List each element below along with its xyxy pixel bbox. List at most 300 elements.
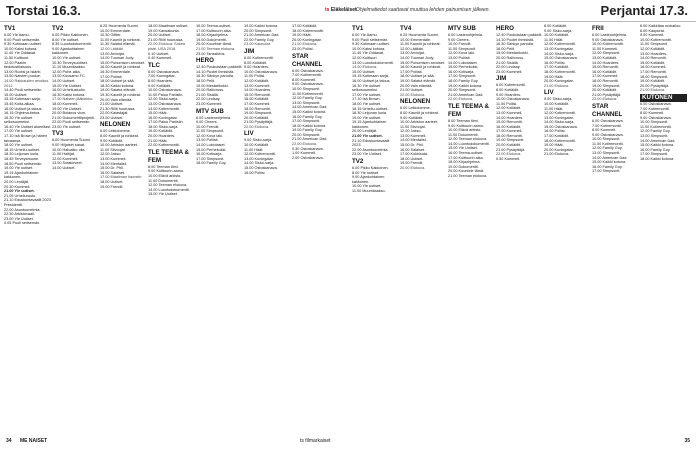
program-entry: 7.00 Kotiremontti.	[640, 106, 670, 111]
program-entry: 13.00 Simpsonit.	[592, 151, 621, 156]
program-entry: 20.00 Kuningatar.	[544, 79, 574, 84]
program-entry: 13.00 Ostoskanava.	[148, 101, 182, 106]
program-entry: 12.00 Simpsonit.	[592, 51, 621, 56]
program-entry: 6.00 Kotiremontti.	[496, 83, 526, 88]
program-entry: 20.00 Kotiäidit.	[592, 88, 618, 93]
program-entry: 18.45 Terveyshuone.	[4, 157, 40, 162]
program-entry: 21.00 Yle uutiset.	[352, 134, 383, 139]
program-entry: 13.00 Ruotsi ja Islanti.	[4, 69, 42, 74]
program-entry: 6.00 Lastenohjelmia.	[592, 33, 628, 37]
program-entry: 15.00 Yle Uutiset.	[52, 83, 82, 88]
program-entry: 12.00 Kummeli.	[52, 156, 79, 161]
program-entry: 10.00 Kaksi kotona.	[4, 46, 38, 51]
program-entry: 12.00 Kotiremontti.	[544, 42, 576, 47]
program-entry: 8.00 Hoarders.	[148, 78, 174, 83]
program-entry: 20.00 Kuuntele tämä.	[448, 169, 485, 174]
page-footer	[0, 437, 696, 449]
program-entry: 11.50 Kulttuuri.	[4, 55, 30, 60]
program-entry: 9.00 Ajankohtainen kakkonen.	[52, 46, 85, 56]
program-entry: 13.00 Kummeli.	[400, 133, 427, 138]
program-entry: 17.00 Paluu Pariisiin.	[148, 120, 184, 125]
program-entry: 12.00 Kova laki.	[196, 133, 224, 138]
program-entry: 21.00 Pysäyttäjä.	[244, 120, 274, 125]
program-entry: 12.00 Kotiremontti.	[244, 152, 276, 157]
program-entry: 19.00 Salatut elämät.	[400, 78, 436, 83]
channel-heading: TV3	[52, 130, 64, 138]
program-entry: 10.00 Ostoskanava.	[496, 97, 530, 102]
program-entry: 16.00 Kotiäidit.	[592, 69, 618, 74]
program-entry: 21.00 Yle uutiset.	[4, 189, 35, 194]
program-entry: 10.00 Frendit.	[196, 124, 220, 129]
program-entry: 13.00 Kuningatar.	[544, 46, 574, 51]
program-entry: 16.30 Yle uutiset selkosuomeksi.	[352, 83, 381, 93]
program-entry: 11.40 Yle Oddasat.	[352, 51, 385, 56]
program-entry: 21.00 Elokuva.	[544, 83, 570, 88]
program-entry: 11.00 Kummeli.	[592, 46, 619, 51]
page-number-right: 35	[684, 438, 690, 444]
program-entry: 11.00 Haltijat.	[52, 152, 75, 157]
program-entry: 10.00 Arkiston aarteet.	[100, 143, 138, 148]
channel-heading: TV2	[52, 25, 64, 32]
program-entry: 15.00 Remontti.	[244, 92, 271, 97]
program-entry: 21.00 Elokuva.	[544, 152, 570, 157]
program-entry: 18.00 Pelit.	[496, 46, 515, 51]
program-entry: 17.00 Simpsonit.	[448, 74, 477, 79]
program-entry: 19.00 Kotiäidit.	[148, 129, 174, 134]
program-entry: 20.00 Rallicross.	[196, 88, 225, 93]
program-entry: 20.00 Simpsonit.	[448, 88, 477, 93]
program-entry: 16.00 Family Guy.	[292, 114, 323, 119]
program-entry: 15.45 Kulta-aikaa.	[4, 101, 35, 106]
program-entry: 17.00 Poliisit.	[100, 74, 123, 79]
program-entry: 11.00 Häät.	[544, 37, 564, 42]
program-entry: 18.00 Kotiremontti.	[544, 69, 576, 74]
program-entry: 16.00 Family Guy.	[592, 164, 623, 169]
program-entry: 15.00 Puhumisen arvoiset.	[100, 60, 145, 65]
program-entry: 21.00 Pysäyttäjä.	[592, 92, 622, 97]
program-entry: 6.00 Leikiolomme.	[400, 106, 431, 111]
program-entry: 12.00 Kova laki.	[448, 51, 476, 56]
program-entry: 12.00 Family Guy.	[592, 146, 623, 151]
program-entry: 14.00 American Dad.	[592, 155, 628, 160]
program-entry: 10.00 Simpsonit.	[292, 86, 321, 91]
program-entry: 2.00 Ostoskanava.	[292, 155, 324, 160]
program-entry: 11.00 Dokumentti.	[448, 132, 479, 137]
program-entry: 16.30 Yle uutiset selkosuomeksi.	[4, 115, 33, 125]
channel-heading: HERO	[196, 57, 214, 65]
program-entry: 12.40 Poukuistaan pakkelit.	[196, 65, 243, 70]
program-entry: 20.00 Lentäjät.	[4, 180, 30, 184]
program-entry: 18.30 Kaikki kotona.	[100, 83, 135, 88]
program-entry: 16.30 Emmerdale.	[100, 69, 132, 74]
program-entry: 9.00 Hoarders.	[496, 92, 522, 97]
program-entry: 19.15 Ajankohtainen kakkonen.	[4, 170, 39, 180]
channel-heading: KUTONEN	[640, 94, 687, 102]
program-entry: 22.00 Elokuva.	[400, 92, 426, 97]
program-entry: 23.00 Uutiset.	[100, 115, 124, 120]
program-entry: 14.10 Puolet ihmisistä.	[196, 69, 235, 74]
program-entry: 9.00 Ostoskanava.	[592, 132, 624, 137]
channel-heading: MTV SUB	[196, 107, 224, 115]
program-entry: 17.00 Maailman kaunein.	[100, 175, 143, 180]
program-entry: 14.00 Hoarders.	[244, 88, 272, 93]
program-entry: 19.00 Dokumentti.	[196, 37, 227, 42]
program-entry: 8.00 Yle uutiset.	[52, 37, 80, 42]
program-entry: 13.50 Naisten puolue.	[4, 74, 41, 79]
program-entry: 8.00 Kotiäidit.	[244, 60, 268, 65]
schedule-column	[448, 24, 495, 432]
program-entry: 21.00 Elokuva.	[292, 42, 318, 47]
schedule-disclaimer: Ohjelmatiedot saattavat muuttua lehden painumisen jälkeen.	[356, 7, 490, 13]
program-entry: 13.00 Luontodokumentti.	[352, 60, 394, 65]
program-entry: 9.00 Ostoskanava.	[640, 115, 672, 120]
program-entry: 12.40 Poukuistaan pakkelit.	[496, 33, 543, 37]
program-entry: 9.00 Sisko-sarja.	[544, 97, 573, 102]
program-entry: 0.40 Kummeli.	[148, 56, 173, 61]
program-entry: 12.00 Teeman elokuva.	[448, 137, 488, 142]
program-entry: 9.00 Ostoskanava.	[292, 82, 324, 87]
program-entry: 11.10 Muumilaakso.	[52, 65, 86, 70]
program-entry: 17.00 Kotiäidit.	[292, 24, 318, 28]
program-entry: 22.00 Lindsay.	[496, 65, 521, 70]
program-entry: 13.00 Poliisit.	[448, 55, 471, 60]
program-entry: 9.00 Kummeli.	[640, 33, 665, 38]
program-entry: 17.10 Isä Brown ja hänen taivaansa.	[4, 134, 48, 143]
program-entry: 11.40 Yle Oddasat.	[4, 51, 37, 56]
channel-heading: TV4	[400, 25, 412, 32]
program-entry: 6.00 Pikku Kakkonen.	[352, 166, 389, 171]
program-entry: 9.30 Kotimaan uutiset.	[4, 42, 42, 47]
program-entry: 10.00 Kotiäidit.	[544, 33, 570, 38]
program-entry: 21.00 Pysäyttäjä.	[496, 147, 526, 152]
program-entry: 19.15 Ajankohtainen kakkonen.	[352, 120, 387, 129]
program-entry: 18.00 Remontti.	[592, 78, 619, 83]
program-entry: 18.00 Uutiset ja sää.	[400, 74, 435, 79]
program-entry: 11.00 Dokumentti.	[148, 178, 179, 183]
program-entry: 14.00 Luontodokumentti.	[148, 187, 190, 192]
channel-heading: MTV SUB	[448, 25, 476, 32]
channel-heading: JIM	[244, 47, 255, 55]
program-entry: 13.00 Kummeli.	[100, 157, 127, 162]
program-entry: 10.00 Emmerdale.	[400, 37, 432, 42]
program-entry: 9.00 Ostoskanava.	[592, 37, 624, 42]
program-entry: 14.00 Tuomari Judy.	[100, 56, 135, 61]
program-entry: 9.00 Kulttuurin aamu.	[448, 123, 485, 128]
channel-heading: TV1	[4, 25, 16, 32]
program-entry: 17.00 Simpsonit.	[196, 156, 225, 161]
program-entry: 11.00 Simpsonit.	[448, 46, 476, 51]
program-entry: 18.00 Kaikki kotona.	[640, 157, 675, 162]
program-entry: 21.00 Uutiset.	[400, 88, 424, 93]
program-entry: 20.00 Elokuva.	[400, 166, 426, 171]
program-entry: 19.30 Kauniit ja rohkeat.	[100, 92, 141, 97]
program-entry: 8.00 Kauniit ja rohkeat.	[100, 134, 139, 139]
program-entry: 6.00 Yle Aamu.	[4, 33, 30, 37]
program-entry: 18.00 Family Guy.	[196, 161, 227, 166]
program-entry: 20.00 Hoarders.	[148, 134, 176, 139]
program-entry: 19.00 Häät.	[544, 74, 564, 79]
program-entry: 18.00 Maailman uutiset.	[148, 24, 189, 28]
schedule-column	[100, 24, 147, 432]
program-entry: 8.00 Kummeli.	[640, 111, 665, 116]
program-entry: 15.00 Kaikki kotona.	[292, 109, 327, 114]
channel-heading: HERO	[496, 25, 514, 32]
program-entry: 18.00 Kotiremontti.	[292, 28, 324, 33]
program-entry: 20.00 Vain elämää.	[100, 97, 133, 102]
program-entry: 19.00 Kansakunta.	[148, 28, 180, 33]
program-entry: 13.00 Kummeli.	[496, 110, 523, 115]
program-entry: 15.00 Ostoskanava.	[544, 56, 578, 61]
program-entry: 16.00 Teema-uutiset.	[196, 24, 232, 28]
program-entry: 0.30 Kummeli.	[496, 156, 521, 161]
program-entry: 12.00 Jakso.	[100, 152, 122, 157]
program-entry: 20.00 Kotiäidit.	[244, 115, 270, 120]
program-entry: 11.00 Paluu Pariisiin.	[148, 92, 184, 97]
channel-heading: STAR CHANNEL	[592, 102, 623, 118]
program-entry: 9.30 Kotimaan uutiset.	[352, 42, 390, 47]
program-entry: 23.00 Kaunotar.	[244, 42, 271, 47]
program-entry: 10.00 Ostoskanava.	[244, 69, 278, 74]
program-entry: 22.00 Kalastajat.	[100, 111, 129, 116]
program-entry: 9.00 Sisko-sarja.	[244, 138, 273, 143]
program-entry: 20.00 Vain elämää.	[400, 83, 433, 88]
program-entry: 17.00 Yle uutiset.	[4, 129, 34, 134]
program-entry: 15.00 Kaikki kotona.	[640, 143, 675, 148]
program-entry: 16.30 Sänkyn parodia.	[496, 42, 534, 47]
program-entry: 11.00 Simpsonit.	[196, 129, 224, 134]
program-entry: 19.00 Salatut elämät.	[100, 88, 136, 93]
program-entry: 10.00 Frendit.	[448, 42, 472, 47]
program-entry: 6.00 Lastenohjelmia.	[448, 33, 484, 37]
program-entry: 10.00 Kotiremontti.	[640, 37, 672, 42]
program-entry: 18.00 Yle uutiset.	[352, 101, 382, 106]
program-entry: 11.00 Poliisi.	[496, 101, 518, 106]
magazine-tag	[325, 7, 357, 13]
program-entry: 23.00 Yle Uutiset.	[352, 152, 382, 157]
program-entry: 17.00 Kotiäidit.	[544, 65, 570, 70]
program-entry: 15.15 Kotimaan sarja.	[352, 74, 389, 79]
program-entry: 9.00 Cheers.	[196, 120, 218, 125]
header-rule	[0, 21, 696, 22]
program-entry: 11.00 Siivoojat.	[100, 147, 126, 152]
program-entry: 21.00 Teeman elokuva.	[196, 46, 236, 51]
program-entry: 9.00 Sisko-sarja.	[544, 28, 573, 33]
program-entry: 16.00 Kuningatar.	[148, 115, 178, 120]
program-entry: 11.00 Siivoojat.	[400, 124, 426, 129]
program-entry: 8.00 Teeman tiimi.	[148, 164, 179, 169]
schedule-column	[4, 24, 51, 432]
magazine-tag-logo: ts	[325, 7, 330, 13]
program-entry: 17.00 Simpsonit.	[640, 152, 669, 157]
program-entry: 9.00 Kotiäidit.	[148, 83, 172, 88]
program-entry: 16.30 Kaksi kotona.	[52, 92, 86, 97]
program-entry: 15.00 Yle Uutiset.	[148, 192, 178, 197]
program-entry: 10.00 Arkiston aarteet.	[400, 120, 438, 125]
program-entry: 7.00 Kotiremontti.	[292, 73, 322, 78]
program-entry: 10.00 Simpsonit.	[640, 120, 669, 125]
program-entry: 6.25 Huomenta Suomi.	[400, 33, 439, 37]
program-entry: 16.00 Kotisarja.	[196, 152, 223, 157]
program-entry: 14.40 Puoli seitsemän.	[4, 88, 43, 93]
program-entry: 11.00 Poliisi.	[244, 74, 266, 79]
program-entry: 6.00 Ostoskanava.	[592, 118, 624, 123]
footer-center-text: ts filmarkaiset	[300, 438, 331, 444]
program-entry: 23.00 Yle uutiset.	[52, 124, 82, 129]
program-entry: 18.00 Kotiremontti.	[544, 138, 576, 143]
program-entry: 22.00 Lindsay.	[196, 97, 221, 102]
program-entry: 16.00 Family Guy.	[640, 147, 671, 152]
schedule-column	[292, 24, 339, 432]
program-entry: 14.00 Rakkauden arvoitus. 2012.	[4, 78, 50, 88]
program-entry: 20.00 Kuuntele tämä.	[196, 42, 233, 47]
program-entry: 10.00 Emmerdale.	[100, 28, 132, 33]
program-entry: 12.00 Sisko-sarja.	[148, 97, 179, 102]
program-entry: 22.00 Asuntounelmia.	[4, 207, 41, 212]
program-entry: 16.00 Kotisarja.	[448, 69, 475, 74]
program-entry: 14.00 Hoarders.	[496, 115, 524, 120]
program-entry: 19.00 Family Guy.	[292, 128, 323, 133]
program-entry: 12.00 Kotiäidit.	[640, 46, 666, 51]
program-entry: 16.30 Sänkyn parodia.	[196, 74, 234, 79]
program-entry: 13.00 Sotakirveet.	[52, 161, 83, 166]
program-entry: 15.00 Kotiäidit.	[640, 60, 666, 65]
program-entry: 19.00 Kotiäidit.	[640, 79, 666, 84]
program-entry: 23.00 Tanssiteos.	[196, 51, 226, 56]
program-entry: 6.00 Leikiolomme.	[100, 129, 131, 134]
program-entry: 11.00 Kotiremontti.	[292, 91, 324, 96]
program-entry: 17.00 Kulttuurin aika.	[196, 28, 232, 33]
program-entry: 18.00 Uutiset.	[100, 180, 124, 184]
channel-heading: JIM	[496, 75, 507, 83]
day-title-left: Torstai 16.3.	[6, 3, 81, 18]
program-entry: 13.00 Arvioijat.	[400, 51, 425, 56]
program-entry: 19.00 Mestarikokki.	[496, 51, 529, 56]
program-entry: 17.00 Kummeli.	[592, 74, 619, 79]
program-entry: 19.00 Häät.	[544, 143, 564, 148]
program-entry: 6.00 Ostoskanava.	[148, 69, 180, 74]
program-entry: 12.00 Lääkäri.	[400, 46, 425, 51]
program-entry: 9.00 Kulttuurin aamu.	[148, 169, 185, 174]
program-entry: 6.00 Yle Aamu.	[352, 33, 378, 37]
program-entry: 6.00 Ostoskanava.	[292, 68, 324, 73]
program-entry: 23.00 Kummeli.	[196, 101, 223, 106]
schedule-column	[148, 24, 195, 432]
program-entry: 11.00 Häät.	[544, 106, 564, 111]
program-entry: 11.30 Salatut elämät.	[100, 42, 136, 47]
program-entry: 19.00 Kaikki kotona.	[448, 83, 483, 88]
program-entry: 18.15 Urheilu-uutiset.	[4, 147, 41, 152]
program-entry: 15.00 Kaikki kotona.	[592, 160, 627, 165]
program-entry: 16.00 Poliisi.	[544, 129, 566, 134]
program-entry: 18.00 Remontti.	[244, 106, 271, 111]
program-entry: 20.00 Pysäyttäjä.	[640, 83, 670, 88]
program-entry: 16.00 Kotiäidit.	[244, 97, 270, 102]
channel-heading: LIV	[244, 130, 254, 138]
program-entry: 19.00 Kaikki kotona.	[244, 24, 279, 28]
program-entry: 22.00 Elokuva: Sokea piste. USA 2016.	[148, 42, 185, 51]
program-entry: 10.30 Glitter.	[100, 33, 122, 38]
program-entry: 18.00 Simpsonit.	[640, 74, 669, 79]
program-entry: 21.00 Rillit huurussa.	[148, 37, 184, 42]
program-entry: 6.00 Huomenta Suomi.	[52, 138, 91, 143]
program-entry: 13.00 Simpsonit.	[292, 100, 321, 105]
program-entry: 15.00 Uutiset.	[4, 92, 28, 97]
program-entry: 13.00 Simpsonit.	[640, 134, 669, 139]
day-title-right: Perjantai 17.3.	[600, 3, 688, 18]
program-entry: 19.00 Dokumentti.	[448, 164, 479, 169]
program-entry: 11.00 Simpsonit.	[640, 42, 668, 47]
program-entry: 6.00 Kaikkitaa ruokailoo.	[640, 24, 682, 28]
program-entry: 19.00 Simpsonit.	[592, 83, 621, 88]
program-entry: 17.00 Simpsonit.	[292, 119, 321, 124]
program-entry: 14.00 Kotiremontti.	[148, 106, 180, 111]
program-entry: 22.00 Family Guy.	[244, 37, 275, 42]
program-entry: 21.05 Urheiluruutu.	[4, 193, 37, 198]
program-entry: 8.00 Kauniit ja rohkeat.	[400, 110, 439, 115]
program-entry: 20.00 Kuningatar.	[544, 147, 574, 152]
channel-heading: NELONEN	[400, 98, 431, 106]
program-entry: 14.00 Mentalist.	[100, 161, 127, 166]
program-entry: 12.00 Kotiremontti.	[544, 111, 576, 116]
program-entry: 18.00 Family Guy.	[448, 78, 479, 83]
program-entry: 8.00 Kaupunki.	[640, 28, 666, 33]
program-entry: 8.00 Kotiäidit.	[544, 24, 568, 28]
program-entry: 12.00 Puhe-aika.	[52, 69, 81, 74]
program-entry: 18.00 Remontti.	[496, 133, 523, 138]
program-entry: 14.10 Puolet ihmisistä.	[496, 37, 535, 42]
program-entry: 10.00 Haluatko olla.	[52, 147, 86, 152]
channel-heading: TLC	[148, 61, 161, 69]
program-entry: 17.00 Poliisit.	[400, 69, 423, 74]
program-entry: 8.35 Luontodokumentti.	[52, 42, 92, 47]
page-number-left: 34	[6, 438, 12, 444]
program-entry: 13.00 Arvioijat.	[100, 51, 125, 56]
channel-heading: TV2	[352, 158, 364, 166]
program-entry: 21.00 Elokuva.	[640, 88, 666, 93]
program-entry: 15.00 Yle Uutiset.	[448, 146, 478, 151]
program-entry: 10.00 Kaksi kotona.	[352, 46, 386, 51]
program-entry: 10.00 Ostoskanava.	[148, 88, 182, 93]
program-entry: 9.00 Puoli seitsemän.	[4, 37, 41, 42]
program-entry: 18.00 Pelit.	[196, 78, 215, 83]
program-entry: 20.00 Kotiäidit.	[496, 143, 522, 148]
program-entry: 18.00 Kirjaohjelma.	[196, 33, 229, 38]
program-entry: 18.00 Kirjaohjelma.	[448, 160, 481, 165]
program-entry: 9.00 Hiljaiset sanat.	[52, 143, 86, 148]
schedule-column	[496, 24, 543, 432]
program-entry: 19.00 Simpsonit.	[244, 111, 273, 116]
program-entry: 9.00 Cheers.	[448, 37, 470, 42]
program-entry: 16.40 Yle Uutiset alueeltasi.	[4, 124, 51, 129]
schedule-column	[592, 24, 639, 432]
program-entry: 11.00 Kauniit ja rohkeat.	[400, 42, 441, 47]
program-entry: 21.30 Rillit huurussa.	[100, 106, 136, 111]
program-entry: 10.00 Kotiäidit.	[544, 101, 570, 106]
program-entry: 18.15 Urheilu-uutiset.	[352, 106, 389, 111]
program-entry: 1.00 Kummeli.	[292, 151, 317, 156]
program-entry: 20.00 Rallicross.	[496, 55, 525, 60]
program-entry: 15.00 Remontti.	[496, 120, 523, 125]
schedule-column	[400, 24, 447, 432]
program-entry: 16.00 Salaiset.	[400, 147, 426, 152]
program-entry: 12.00 Teeman elokuva.	[148, 183, 188, 188]
program-entry: 7.00 Kuningatar.	[148, 74, 176, 79]
program-entry: 10.00 Yle uutiset.	[52, 55, 82, 60]
program-entry: 12.00 Family Guy.	[292, 96, 323, 101]
program-entry: 12.00 Kotiäidit.	[244, 78, 270, 83]
program-entry: 12.00 Lääkäri.	[100, 46, 125, 51]
program-entry: 12.00 Kulttuuri.	[352, 55, 378, 60]
